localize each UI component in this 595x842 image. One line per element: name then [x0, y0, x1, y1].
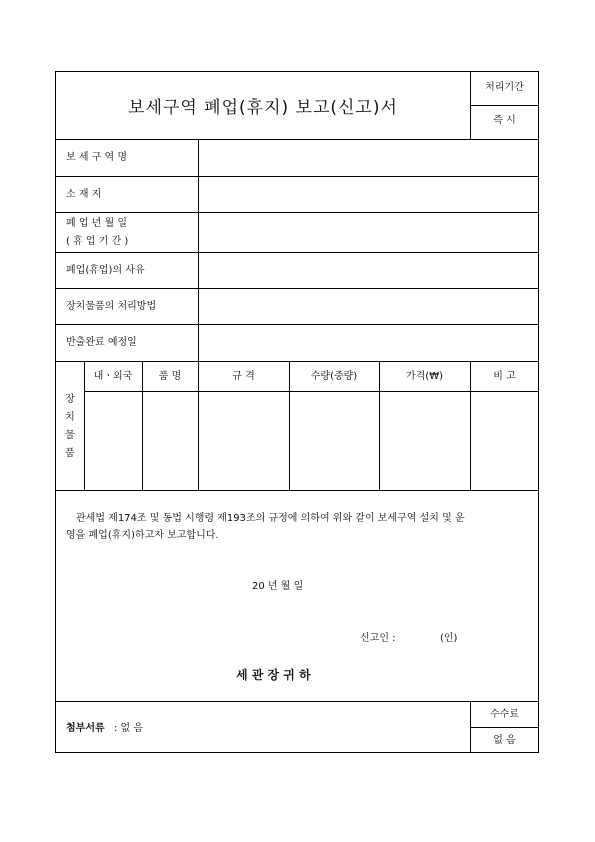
seal-mark: (인)	[440, 633, 458, 644]
attachments-label: 첨부서류	[66, 723, 105, 734]
col-header-remarks: 비 고	[493, 371, 516, 382]
closure-period-label: ( 휴 업 기 간 )	[66, 236, 129, 247]
closure-reason-field[interactable]	[198, 253, 539, 288]
goods-side-char: 물	[65, 430, 75, 441]
statement-line-1: 관세법 제174조 및 동법 시행령 제193조의 규정에 의하여 위와 같이 보세구역 설치 및 운	[76, 513, 465, 524]
location-label: 소 재 지	[66, 189, 102, 200]
goods-disposal-label: 장치물품의 처리방법	[66, 301, 157, 312]
report-form	[55, 71, 539, 753]
col-header-price: 가격(₩)	[405, 371, 443, 382]
goods-cell-item[interactable]	[143, 392, 198, 490]
closure-date-label: 폐 업 년 월 일	[66, 218, 128, 229]
removal-date-field[interactable]	[198, 325, 539, 361]
fee-value: 없 음	[493, 735, 516, 746]
goods-side-char: 치	[65, 412, 75, 423]
goods-cell-spec[interactable]	[199, 392, 289, 490]
report-date: 20 년 월 일	[252, 581, 304, 592]
footer-line	[56, 701, 539, 702]
closure-reason-label: 폐업(휴업)의 사유	[66, 265, 145, 276]
col-header-origin: 내ㆍ외국	[93, 371, 133, 382]
addressee: 세 관 장 귀 하	[236, 668, 311, 682]
form-title: 보세구역 폐업(휴지) 보고(신고)서	[128, 98, 398, 118]
reporter-label: 신고인 :	[360, 633, 396, 644]
goods-side-char: 장	[65, 394, 75, 405]
zone-name-field[interactable]	[198, 140, 539, 176]
location-field[interactable]	[198, 177, 539, 212]
attachments-value: : 없 음	[114, 723, 144, 734]
col-header-quantity: 수량(중량)	[310, 371, 358, 382]
fee-divider	[470, 727, 539, 728]
col-header-item: 품 명	[158, 371, 182, 382]
statement-line-2: 영을 폐업(휴지)하고자 보고합니다.	[66, 530, 219, 541]
col-header-spec: 규 격	[232, 371, 255, 382]
goods-disposal-field[interactable]	[198, 289, 539, 324]
goods-side-char: 품	[65, 448, 75, 459]
goods-cell-origin[interactable]	[85, 392, 142, 490]
goods-cell-remarks[interactable]	[471, 392, 539, 490]
processing-divider	[470, 105, 539, 106]
processing-value: 즉 시	[493, 115, 516, 126]
removal-date-label: 반출완료 예정일	[66, 337, 137, 348]
reporter-field[interactable]	[406, 628, 436, 648]
goods-cell-price[interactable]	[380, 392, 470, 490]
fee-label: 수수료	[490, 709, 519, 720]
zone-name-label: 보 세 구 역 명	[66, 152, 128, 163]
goods-bottom-line	[56, 490, 539, 491]
row-line	[56, 361, 539, 362]
processing-label: 처리기간	[485, 82, 524, 93]
goods-cell-quantity[interactable]	[290, 392, 379, 490]
closure-date-field[interactable]	[198, 213, 539, 252]
